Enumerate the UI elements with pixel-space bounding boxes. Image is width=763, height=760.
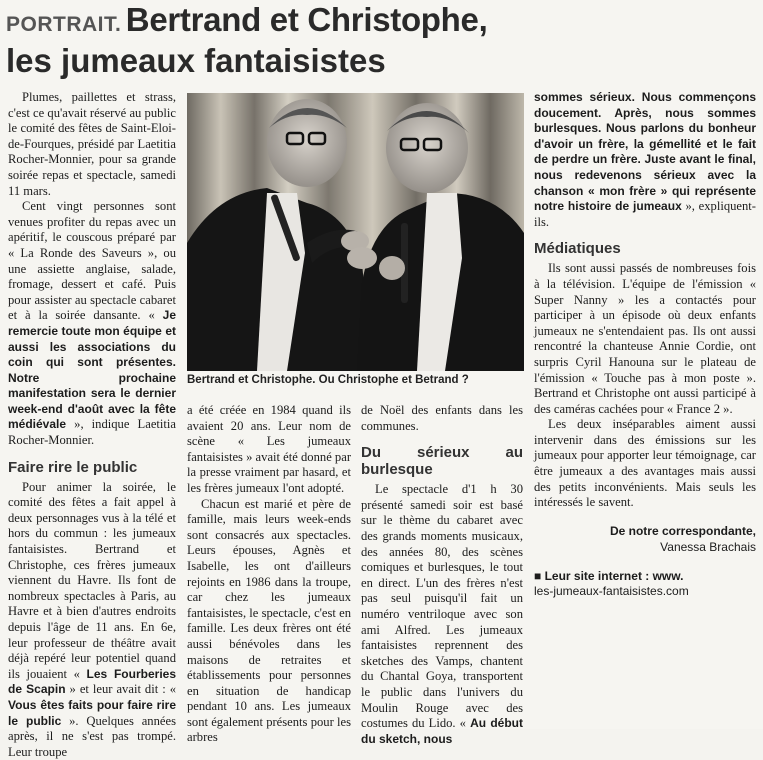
paragraph: Cent vingt personnes sont venues profiter du repas avec un apéritif, le couscous préparé par « La Ronde des Saveurs », ou une assiette anglaise, salade, fromage, dessert et café. Puis pour assister au spectacle cabaret et à la soirée dansante. « Je remercie toute mon équipe et aussi les associations du coin qui sont présentes. Notre prochaine manifestation sera le dernier week-end d'août avec la fête médiévale », indique Laetitia Rocher-Monnier. xyxy=(8,199,176,448)
quote-bold: Vous êtes faits pour faire rire le public xyxy=(8,697,176,728)
paragraph: de Noël des enfants dans les communes. xyxy=(361,403,523,433)
website-note xyxy=(534,569,756,599)
byline xyxy=(534,523,756,555)
twins-photo-illustration xyxy=(187,93,524,371)
website-url: les-jumeaux-fantaisistes.com xyxy=(534,583,689,598)
headline xyxy=(6,2,746,79)
article-column-1 xyxy=(8,90,176,760)
paragraph: Chacun est marié et père de famille, mais leurs week-ends sont consacrés aux spectacles. Leurs épouses, Agnès et Isabelle, les ont d'ailleurs rejoints en 1986 dans la troupe, car chez les jumeaux fantaisistes, le spectacle, c'est en famille. Les deux frères ont été aussi bénévoles dans les maisons de retraites et établissements pour personnes en situation de handicap pendant 10 ans. Les jumeaux sont également présents pour les arbres xyxy=(187,496,351,745)
headline-title-line2: les jumeaux fantaisistes xyxy=(6,42,386,79)
paragraph: Le spectacle d'1 h 30 présenté samedi soir est basé sur le thème du cabaret avec des grands moments musicaux, des années 80, des scènes comiques et burlesques, le tout en direct. L'un des frères n'est pas seul puisqu'il fait un numéro ventriloque avec son ami Alfred. Les jumeaux fantaisistes reprennent des sketches des Vamps, chantent du Chantal Goya, transportent le public dans l'univers du Moulin Rouge avec des costumes du Lido. « Au début du sketch, nous xyxy=(361,482,523,746)
paragraph: sommes sérieux. Nous commençons doucement. Après, nous sommes burlesques. Nous parlons du bonheur d'avoir un frère, la gémellité et le fait de perdre un frère. Juste avant le final, nous redevenons sérieux avec la chanson « mon frère » qui représente notre histoire de jumeaux », expliquent-ils. xyxy=(534,90,756,229)
quote-bold: sommes sérieux. Nous commençons doucement. Après, nous sommes burlesques. Nous parlons du bonheur d'avoir un frère, la gémellité et le fait de perdre un frère. Juste avant le final, nous redevenons sérieux avec la chanson « mon frère » qui représente notre histoire de jumeaux xyxy=(534,90,756,214)
website-label: ■ Leur site internet : www. xyxy=(534,568,684,583)
quote-bold: Au début du sketch, nous xyxy=(361,716,523,746)
article-column-2 xyxy=(187,403,351,746)
article-column-3 xyxy=(361,403,523,747)
subheading: Du sérieux au burlesque xyxy=(361,444,523,479)
headline-title-line1: Bertrand et Christophe, xyxy=(125,1,488,38)
paragraph: Plumes, paillettes et strass, c'est ce qu'avait réservé au public le comité des fêtes de Saint-Eloi-de-Fourques, présidé par Laetitia Rocher-Monnier, pour sa grande soirée repas et spectacle, samedi 11 mars. xyxy=(8,90,176,198)
subheading: Faire rire le public xyxy=(8,458,138,476)
paragraph: Pour animer la soirée, le comité des fêtes a fait appel à deux personnages vus à la télé et hors du commun : les jumeaux fantaisistes. Bertrand et Christophe, ces frères jumeaux viennent du Havre. Ils font de nombreux spectacles à Paris, au Havre et à bien d'autres endroits depuis l'âge de 11 ans. En 6e, leur professeur de théâtre avait déjà repéré leur potentiel quand ils jouaient « Les Fourberies de Scapin » et leur avait dit : « Vous êtes faits pour faire rire le public ». Quelques années après, il ne s'est pas trompé. Leur troupe xyxy=(8,479,177,759)
paragraph: Les deux inséparables aiment aussi intervenir dans des émissions sur les jumeaux pour apporter leur témoignage, car être jumeaux a des avantages mais aussi des petits inconvénients. Mais seuls les intéressés le savent. xyxy=(534,417,756,510)
paragraph: Ils sont aussi passés de nombreuses fois à la télévision. L'équipe de l'émission « Super Nanny » les a contactés pour participer à un épisode où deux enfants jumeaux ne s'entendaient pas. Ils ont aussi rencontré la chanteuse Annie Cordie, ont surpris Cyril Hanouna sur le plateau de l'émission « Touche pas à mon poste ». Bertrand et Christophe ont aussi participé à des caméras cachées pour « France 2 ». xyxy=(534,261,756,416)
paragraph: a été créée en 1984 quand ils avaient 20 ans. Leur nom de scène « Les jumeaux fantaisistes » avait été donné par la presse vraiment par hasard, et les frères jumeaux l'ont adopté. xyxy=(187,403,352,495)
quote-bold: Les Fourberies de Scapin xyxy=(8,666,176,697)
byline-role: De notre correspondante, xyxy=(609,523,756,538)
subheading: Médiatiques xyxy=(534,240,621,258)
article-photo xyxy=(187,93,524,371)
headline-kicker: PORTRAIT. xyxy=(6,13,122,36)
photo-caption: Bertrand et Christophe. Ou Christophe et Betrand ? xyxy=(187,374,469,386)
byline-author: Vanessa Brachais xyxy=(660,539,756,554)
quote-bold: Je remercie toute mon équipe et aussi les associations du coin qui sont présentes. Notre prochaine manifestation sera le dernier week-end d'août avec la fête médiévale xyxy=(8,308,176,432)
article-column-4 xyxy=(534,90,756,599)
